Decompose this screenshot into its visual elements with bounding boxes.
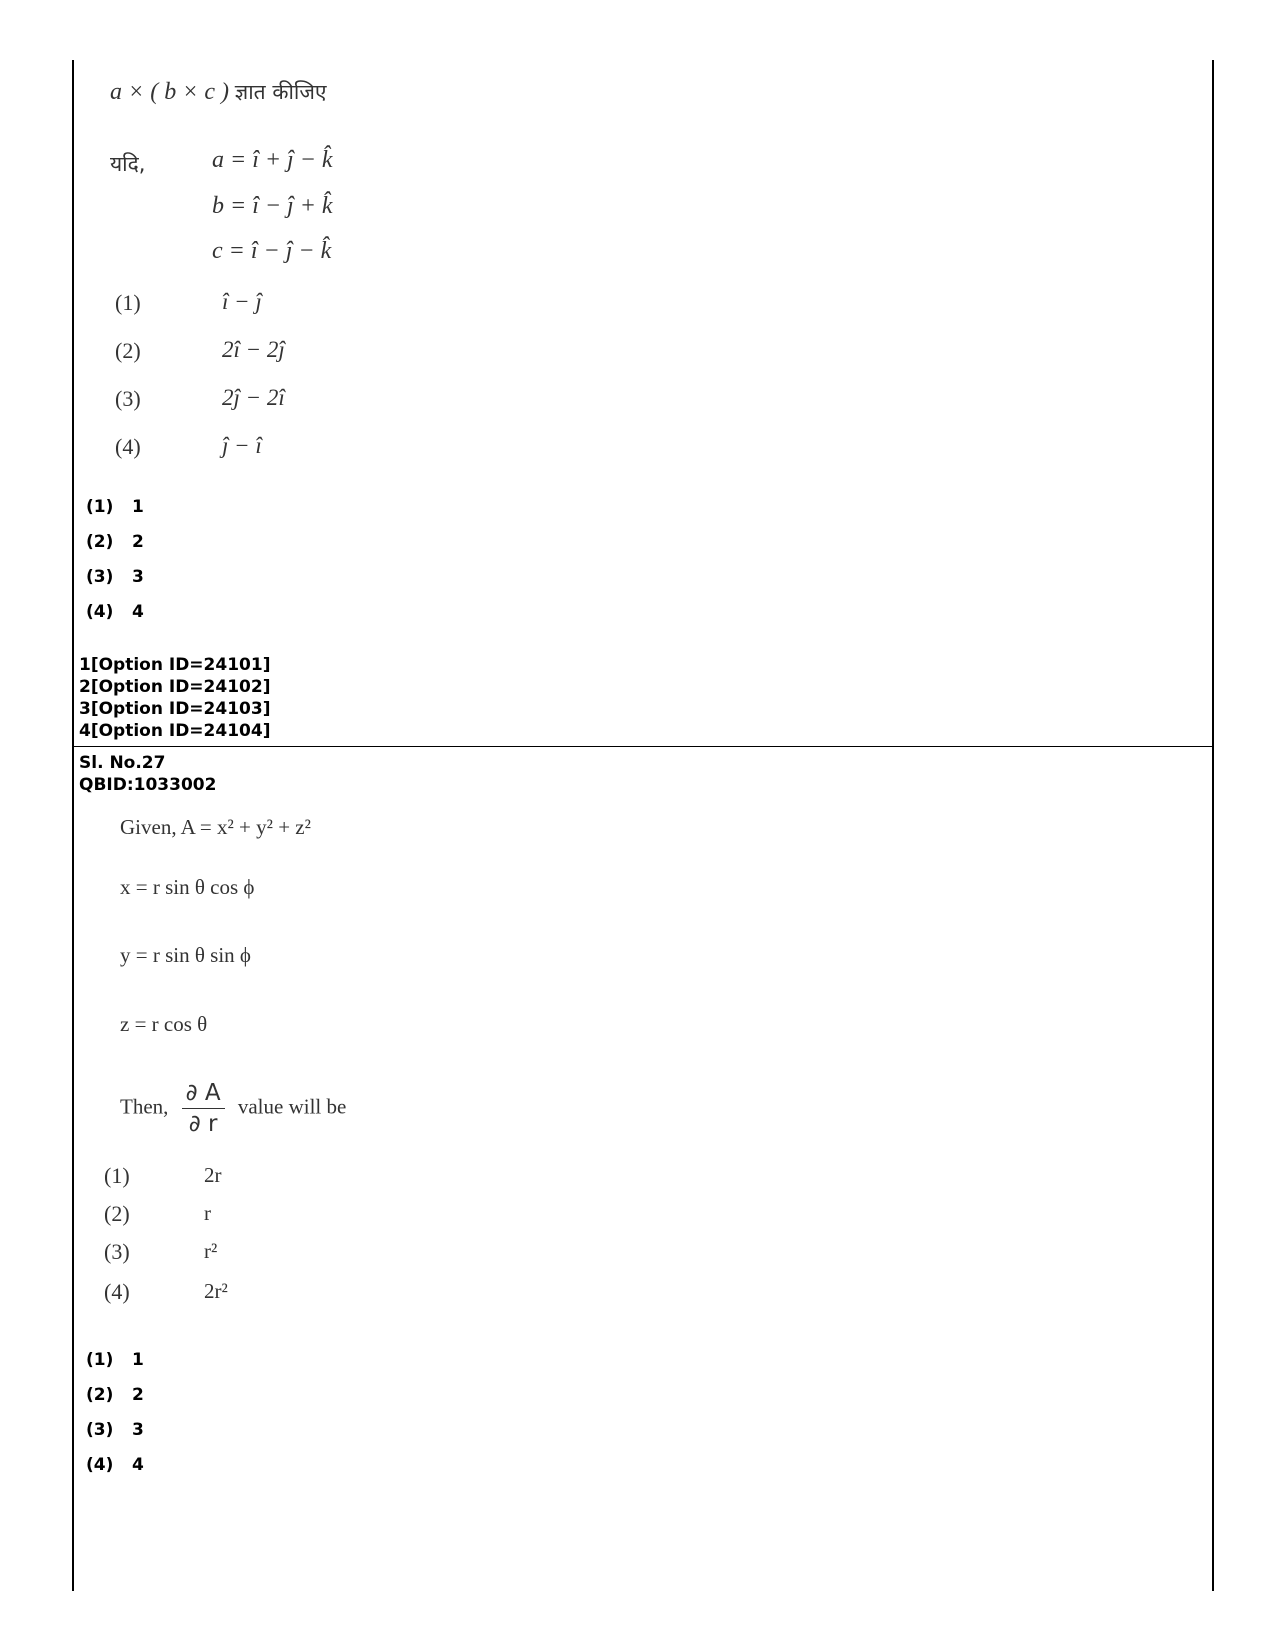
answer-choice-value: 3: [132, 1420, 144, 1440]
q26-equation-c: c = î − ĵ − k̂: [212, 238, 332, 264]
answer-choice-label: (3): [86, 1420, 114, 1440]
q27-option-label: (2): [104, 1201, 130, 1226]
option-id-line: 4[Option ID=24104]: [79, 721, 271, 741]
q26-title-hindi: ज्ञात कीजिए: [234, 80, 327, 104]
answer-choice-value: 1: [132, 497, 144, 517]
q27-line-y: y = r sin θ sin ϕ: [120, 943, 251, 967]
q27-answer-choice: [86, 1420, 144, 1440]
answer-choice-label: (4): [86, 1455, 114, 1475]
q27-option-label: (4): [104, 1279, 130, 1304]
q26-option-label: (2): [115, 338, 141, 363]
page-border-left: [72, 60, 74, 1591]
q27-option-value: 2r: [204, 1163, 222, 1187]
q27-then-prefix: Then,: [120, 1094, 169, 1119]
q26-option-value: ĵ − î: [222, 433, 262, 458]
q26-answer-choice: [86, 497, 144, 517]
q27-then-suffix: value will be: [237, 1094, 347, 1119]
answer-choice-label: (2): [86, 532, 114, 552]
q27-line-z: z = r cos θ: [120, 1012, 208, 1036]
q27-answer-choice: [86, 1350, 144, 1370]
q27-option-label: (1): [104, 1163, 130, 1188]
answer-choice-value: 3: [132, 567, 144, 587]
q27-answer-choice: [86, 1455, 144, 1475]
answer-choice-value: 2: [132, 532, 144, 552]
q26-option-label: (1): [115, 290, 141, 315]
q27-option-label: (3): [104, 1239, 130, 1264]
page-border-right: [1212, 60, 1214, 1591]
q26-equation-a: a = î + ĵ − k̂: [212, 147, 333, 173]
q26-option-label: (3): [115, 386, 141, 411]
q26-option-ids: [79, 654, 270, 742]
q27-option-value: r: [204, 1201, 211, 1225]
answer-choice-value: 4: [132, 1455, 144, 1475]
q27-qbid: QBID:1033002: [79, 775, 217, 795]
answer-choice-label: (1): [86, 1350, 114, 1370]
q26-title: [110, 78, 327, 106]
q26-title-expression: a × ( b × c ): [110, 79, 230, 105]
answer-choice-value: 2: [132, 1385, 144, 1405]
fraction-numerator: ∂ A: [182, 1080, 225, 1109]
q27-header: [79, 752, 216, 796]
q27-given: Given, A = x² + y² + z²: [120, 815, 311, 839]
q27-option-value: 2r²: [204, 1279, 228, 1303]
answer-choice-label: (1): [86, 497, 114, 517]
q26-option-label: (4): [115, 434, 141, 459]
q26-option-value: î − ĵ: [222, 289, 262, 314]
question-divider: [72, 746, 1214, 747]
answer-choice-label: (2): [86, 1385, 114, 1405]
q26-answer-choice: [86, 532, 144, 552]
q26-answer-choice: [86, 602, 144, 622]
option-id-line: 1[Option ID=24101]: [79, 655, 271, 675]
q26-option-value: 2î − 2ĵ: [222, 337, 285, 362]
q26-equation-b: b = î − ĵ + k̂: [212, 193, 333, 219]
answer-choice-label: (3): [86, 567, 114, 587]
option-id-line: 3[Option ID=24103]: [79, 699, 271, 719]
q27-answer-choice: [86, 1385, 144, 1405]
answer-choice-value: 4: [132, 602, 144, 622]
answer-choice-label: (4): [86, 602, 114, 622]
fraction-denominator: ∂ r: [188, 1111, 218, 1137]
q27-derivative-fraction: [182, 1080, 225, 1137]
q26-option-value: 2ĵ − 2î: [222, 385, 285, 410]
q26-answer-choice: [86, 567, 144, 587]
q27-option-value: r²: [204, 1239, 218, 1263]
q26-if-label: यदि,: [110, 152, 146, 176]
answer-choice-value: 1: [132, 1350, 144, 1370]
q27-serial-number: Sl. No.27: [79, 753, 166, 773]
option-id-line: 2[Option ID=24102]: [79, 677, 271, 697]
q27-line-x: x = r sin θ cos ϕ: [120, 875, 255, 899]
q27-then-line: [120, 1080, 346, 1137]
